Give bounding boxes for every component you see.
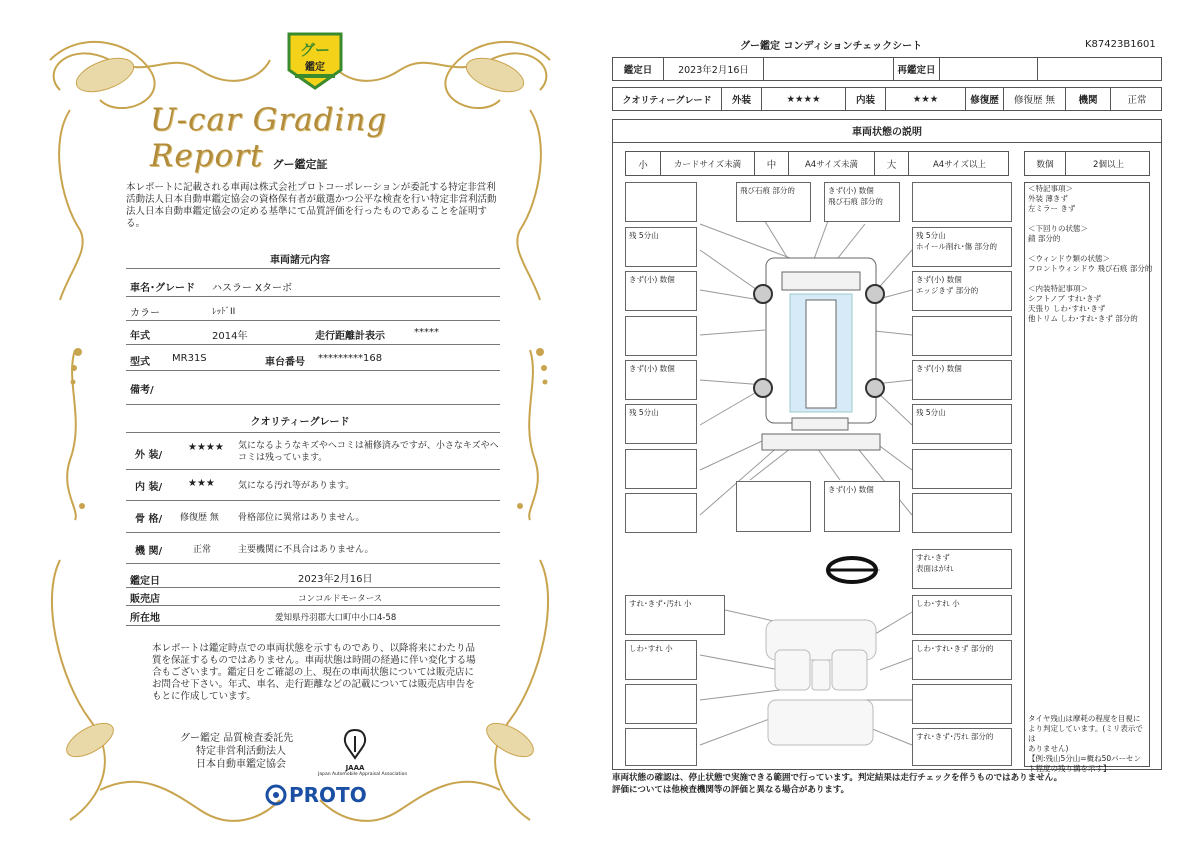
tire-note-line: ト程度の残り溝を示す】 [1028, 764, 1111, 773]
car-topview-icon [762, 258, 880, 450]
damage-text: ホイール削れ･傷 部分的 [916, 242, 997, 251]
damage-text: 残 5分山 [916, 231, 946, 240]
cert-text: 本レポートに記載される車両は株式会社プロトコーポレーションが委託する特定非営利活動法人日本自動車鑑定協会の資格保有者が厳選かつ公平な検査を行い特定非営利活動法人日本自動車鑑定協会の定める基準にて品質評価を行ったものであることを証明する。 [126, 182, 497, 229]
note-line: シフトノブ すれ･きず [1028, 294, 1102, 303]
box-left-3 [625, 360, 697, 400]
ext-label: 外装 [721, 88, 761, 110]
note-line: 錆 部分的 [1028, 234, 1061, 243]
grade-int-value: ★★★ [188, 478, 215, 489]
box-front-right [824, 182, 900, 222]
note-line: 天張り しわ･すれ･きず [1028, 304, 1106, 313]
jaaa-name: JAAA [345, 764, 365, 772]
dept-line: 特定非営利活動法人 [196, 746, 286, 757]
dept-line: グー鑑定 品質検査委託先 [180, 733, 294, 744]
damage-text: エッジきず 部分的 [916, 286, 979, 295]
proto-text: PROTO [289, 783, 367, 807]
chassis-label: 車台番号 [265, 357, 305, 368]
box-rear-outer [912, 493, 1012, 533]
damage-text: 飛び石痕 部分的 [740, 186, 795, 195]
damage-text: きず(小) 数個 [629, 275, 675, 284]
int-label: 内装 [845, 88, 885, 110]
box-rear-right [824, 481, 900, 532]
grade-engine-value: 正常 [193, 545, 212, 555]
box-front-right-outer [912, 182, 1012, 222]
legend-count: 数個 [1036, 159, 1054, 170]
note-line: ＜内装特記事項＞ [1028, 284, 1088, 293]
sheet-id: K87423B1601 [1085, 39, 1156, 50]
legend-m-desc: A4サイズ未満 [788, 152, 874, 175]
damage-text: きず(小) 数個 [916, 364, 962, 373]
box-right-4 [912, 449, 1012, 489]
proto-logo [265, 783, 367, 807]
note-line: ＜下回りの状態＞ [1028, 224, 1088, 233]
damage-text: きず(小) 数個 [828, 186, 874, 195]
box-front-left-stone [736, 182, 811, 222]
legend-s: 小 [638, 159, 648, 171]
jaaa-sub: Japan Automobile Appraisal Association [318, 772, 408, 777]
remarks-label: 備考/ [130, 385, 154, 396]
odo-label: 走行距離計表示 [315, 331, 385, 342]
grade-int-text: 気になる汚れ等があります。 [238, 481, 355, 491]
damage-text: すれ･きず･汚れ 部分的 [916, 732, 994, 741]
damage-text: 表面はがれ [916, 564, 954, 573]
damage-text: すれ･きず [916, 553, 950, 562]
grade-ext-value: ★★★★ [188, 442, 224, 453]
jaaa-logo [318, 728, 408, 777]
tire-note-line: ありません) [1028, 744, 1069, 753]
model-value: MR31S [172, 353, 207, 364]
box-tire-rl [625, 404, 697, 444]
grade-int-label: 内 装/ [135, 482, 163, 493]
note-line: ＜ウィンドウ類の状態＞ [1028, 254, 1111, 263]
legend-l: 大 [874, 152, 908, 175]
sheet-title: グー鑑定 コンディションチェックシート [740, 41, 923, 52]
box-right-1 [912, 271, 1012, 311]
grade-frame-text: 骨格部位に異常はありません。 [238, 513, 365, 523]
grade-frame-label: 骨 格/ [135, 514, 163, 525]
grade-engine-label: 機 関/ [135, 546, 163, 557]
inspection-dept [180, 732, 310, 771]
damage-text: しわ･すれ･きず 部分的 [916, 644, 994, 653]
note-line: 他トリム しわ･すれ･きず 部分的 [1028, 314, 1138, 323]
box-rear-center [736, 481, 811, 532]
addr-value: 愛知県丹羽郡大口町中小口4-58 [275, 613, 397, 623]
engine-label: 機関 [1065, 88, 1110, 110]
ext-value: ★★★★ [761, 88, 845, 110]
date-value: 2023年2月16日 [298, 574, 373, 585]
badge-line2: 鑑定 [305, 62, 325, 73]
proto-mark-icon [265, 784, 287, 806]
date-value: 2023年2月16日 [663, 58, 763, 80]
int-value: ★★★ [885, 88, 965, 110]
jaaa-emblem-icon [340, 728, 370, 760]
tire-note-line: より判定しています。(ミリ表示では [1028, 724, 1143, 743]
tire-note-line: タイヤ残山は摩耗の程度を目視に [1028, 714, 1141, 723]
sheet-footer [612, 772, 1192, 796]
notice-text: 本レポートは鑑定時点での車両状態を示すものであり、以降将来にわたり品質を保証するものではありません。車両状態は時間の経過に伴い変化する場合もございます。鑑定日をご確認の上、現在の車両状態については販売店にお問合せ下さい。年式、車名、走行距離などの記載については販売店申告をもとに作成しています。 [152, 643, 476, 702]
cert-heading: グー鑑定証 [272, 158, 328, 171]
state-heading: 車両状態の説明 [612, 119, 1162, 143]
condition-check-sheet [600, 0, 1200, 848]
box-right-2 [912, 316, 1012, 356]
damage-text: すれ･きず･汚れ 小 [629, 599, 692, 608]
box-int-left-3 [625, 684, 697, 724]
specs-heading: 車両諸元内容 [270, 255, 330, 266]
legend-count-desc: 2個以上 [1065, 152, 1151, 175]
odo-value: ***** [414, 327, 439, 338]
damage-text: 残 5分山 [916, 408, 946, 417]
footer-line: 評価については他検査機関等の評価と異なる場合があります。 [612, 785, 850, 795]
box-left-4 [625, 449, 697, 489]
box-tire-rr [912, 404, 1012, 444]
date-label: 鑑定日 [130, 576, 160, 587]
box-int-right-1 [912, 595, 1012, 635]
legend-l-desc: A4サイズ以上 [908, 152, 1010, 175]
box-rear-left [625, 493, 697, 533]
box-steering [912, 549, 1012, 589]
damage-text: しわ･すれ 小 [629, 644, 673, 653]
report-title: U-car Grading Report [150, 102, 388, 174]
steering-wheel-icon [828, 558, 876, 582]
chassis-value: *********168 [318, 353, 383, 364]
damage-text: きず(小) 数個 [629, 364, 675, 373]
grade-heading: クオリティーグレード [250, 417, 350, 428]
footer-line: 車両状態の確認は、停止状態で実施できる範囲で行っています。判定結果は走行チェックを伴うものではありません。 [612, 773, 1063, 783]
box-tire-fr [912, 227, 1012, 267]
goo-appraisal-badge [285, 30, 345, 92]
date-label: 鑑定日 [623, 65, 653, 76]
box-right-3 [912, 360, 1012, 400]
name-label: 車名･グレード [130, 283, 195, 294]
box-int-right-3 [912, 684, 1012, 724]
interior-view [766, 620, 876, 745]
addr-label: 所在地 [130, 613, 160, 624]
note-line: 左ミラー きず [1028, 204, 1076, 213]
tire-note-line: 【例:残山5分山=概ね50パーセン [1028, 754, 1141, 763]
redate-label: 再鑑定日 [893, 58, 939, 80]
box-int-right-4 [912, 728, 1012, 766]
name-value: ハスラー Xターボ [212, 283, 293, 294]
note-line: 外装 薄きず [1028, 194, 1068, 203]
model-label: 型式 [130, 357, 150, 368]
note-line: フロントウィンドウ 飛び石痕 部分的 [1028, 264, 1153, 273]
grade-frame-value: 修復歴 無 [180, 513, 219, 523]
dept-line: 日本自動車鑑定協会 [196, 759, 286, 770]
damage-text: 残 5分山 [629, 231, 659, 240]
shop-value: コンコルドモータース [298, 594, 383, 604]
engine-value: 正常 [1110, 88, 1163, 110]
damage-text: 飛び石痕 部分的 [828, 197, 883, 206]
legend-s-desc: カードサイズ未満 [660, 152, 754, 175]
box-tire-fl [625, 227, 697, 267]
repair-label: 修復歴 [965, 88, 1003, 110]
box-front-left [625, 182, 697, 222]
badge-line1: グー [299, 41, 331, 59]
box-left-1 [625, 271, 697, 311]
damage-text: しわ･すれ 小 [916, 599, 960, 608]
box-int-left-2 [625, 640, 697, 680]
damage-text: きず(小) 数個 [828, 485, 874, 494]
note-line: ＜特記事項＞ [1028, 184, 1073, 193]
year-label: 年式 [130, 331, 150, 342]
grade-ext-label: 外 装/ [135, 450, 163, 461]
box-int-left-1 [625, 595, 725, 635]
damage-text: きず(小) 数個 [916, 275, 962, 284]
repair-value: 修復歴 無 [1003, 88, 1065, 110]
shop-label: 販売店 [130, 594, 160, 605]
color-label: カラー [130, 308, 160, 319]
damage-text: 残 5分山 [629, 408, 659, 417]
box-int-right-2 [912, 640, 1012, 680]
grade-engine-text: 主要機関に不具合はありません。 [238, 545, 374, 555]
year-value: 2014年 [212, 331, 248, 342]
box-left-2 [625, 316, 697, 356]
box-int-left-4 [625, 728, 697, 766]
legend-m: 中 [754, 152, 788, 175]
color-value: ﾚｯﾄﾞII [212, 307, 236, 317]
qg-label: クオリティーグレード [622, 95, 712, 106]
grade-ext-text: 気になるようなキズやヘコミは補修済みですが、小さなキズやヘコミは残っています。 [238, 441, 499, 463]
